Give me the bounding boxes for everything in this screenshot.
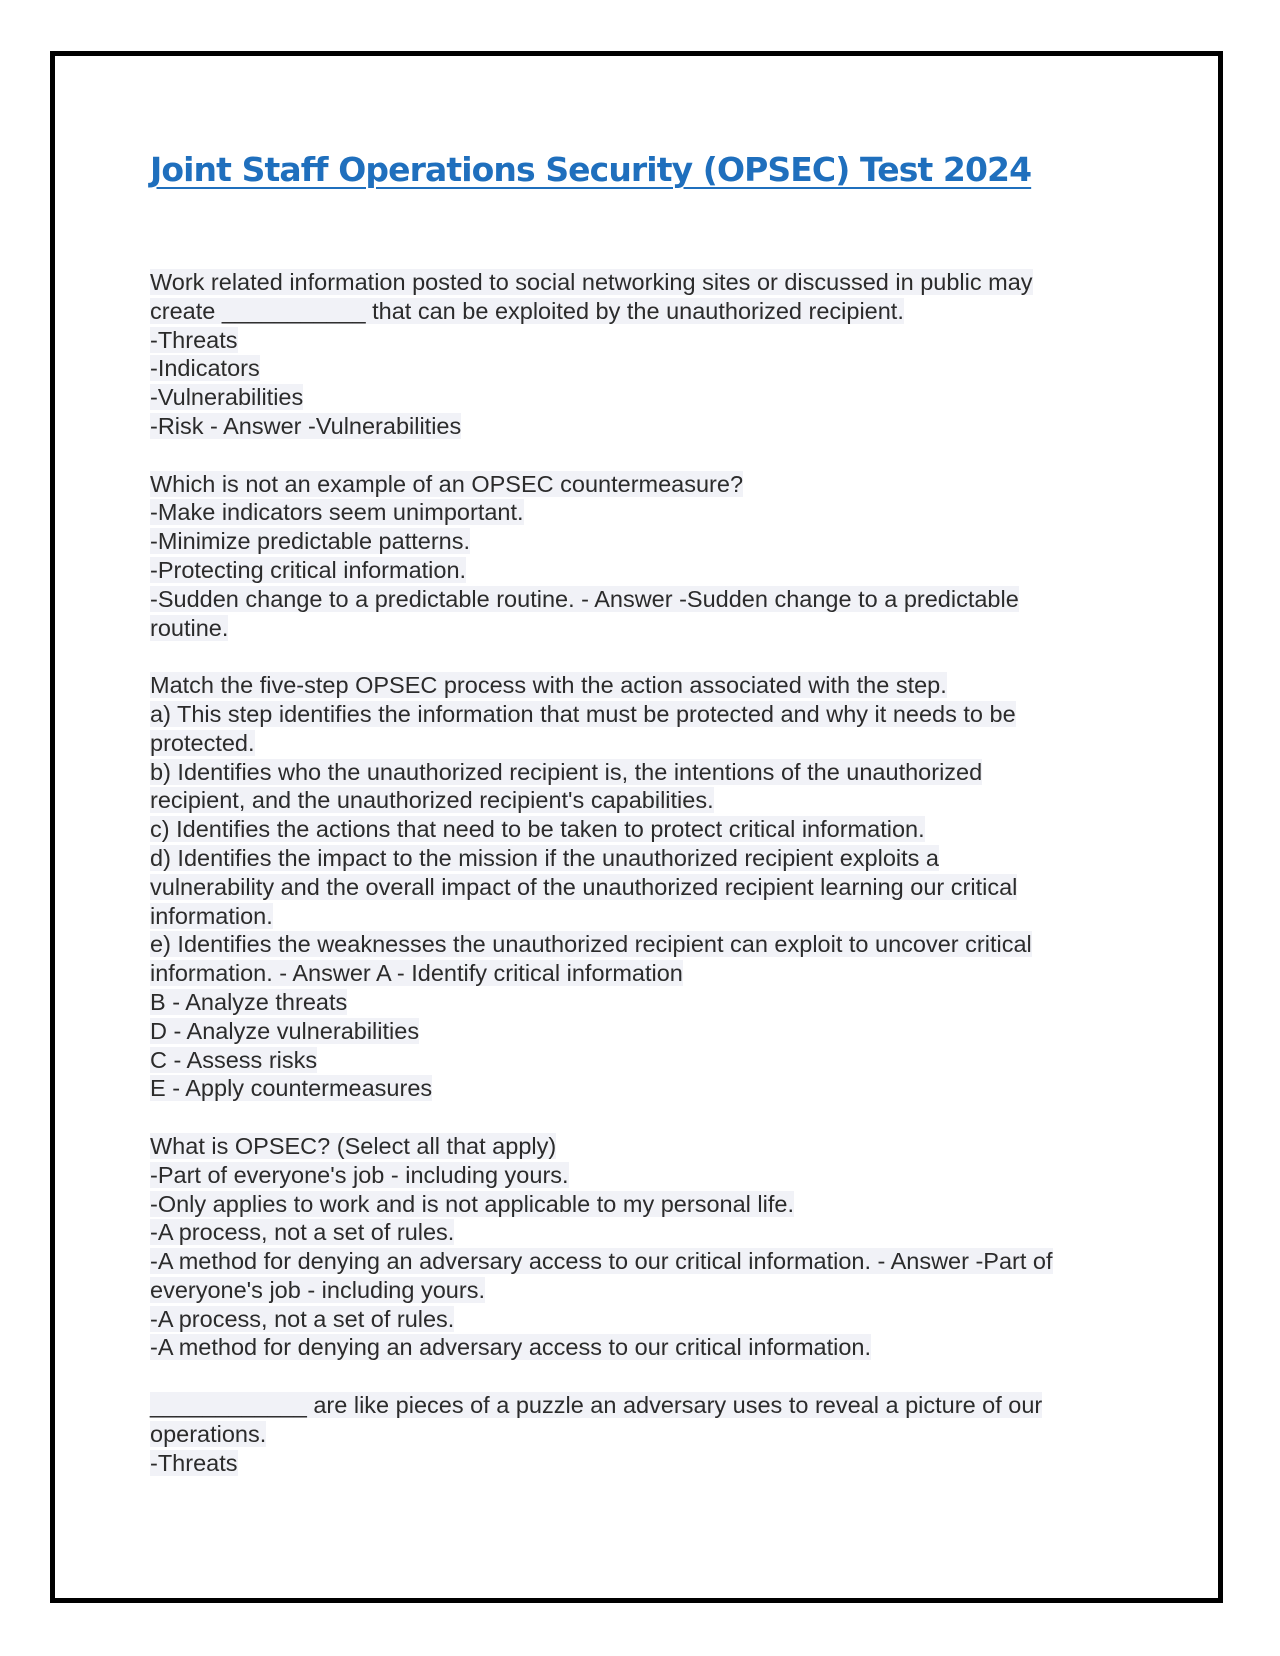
question-text-line: What is OPSEC? (Select all that apply) <box>150 1132 557 1159</box>
answer-option: -Threats <box>150 1449 238 1476</box>
answer-option: E - Apply countermeasures <box>150 1075 433 1102</box>
document-title: Joint Staff Operations Security (OPSEC) Test 2024 <box>150 150 1032 189</box>
answer-option: recipient, and the unauthorized recipient's capabilities. <box>150 787 714 814</box>
answer-option: protected. <box>150 729 255 756</box>
question-1 <box>150 268 1150 441</box>
answer-option: a) This step identifies the information that must be protected and why it needs to be <box>150 700 1016 727</box>
answer-option: e) Identifies the weaknesses the unauthorized recipient can exploit to uncover critical <box>150 931 1032 958</box>
question-text-line: Which is not an example of an OPSEC countermeasure? <box>150 470 744 497</box>
document-body <box>150 268 1150 1506</box>
answer-option: everyone's job - including yours. <box>150 1276 485 1303</box>
answer-option: -Vulnerabilities <box>150 384 304 411</box>
answer-option: information. - Answer A - Identify critical information <box>150 960 683 987</box>
question-text-line: create ___________ that can be exploited by the unauthorized recipient. <box>150 297 904 324</box>
question-3 <box>150 671 1150 1103</box>
answer-option: -A process, not a set of rules. <box>150 1219 455 1246</box>
answer-option: c) Identifies the actions that need to be taken to protect critical information. <box>150 816 925 843</box>
question-text-line: Work related information posted to social networking sites or discussed in public may <box>150 269 1033 295</box>
answer-option: b) Identifies who the unauthorized recipient is, the intentions of the unauthorized <box>150 758 983 785</box>
answer-option: -Threats <box>150 326 238 353</box>
question-4 <box>150 1132 1150 1362</box>
answer-option: -A method for denying an adversary access to our critical information. - Answer -Part of <box>150 1248 1053 1275</box>
answer-option: -A process, not a set of rules. <box>150 1305 455 1332</box>
answer-option: -Protecting critical information. <box>150 556 467 583</box>
answer-option: -Part of everyone's job - including yours. <box>150 1161 569 1188</box>
answer-option: -Indicators <box>150 355 260 382</box>
answer-option: -Risk - Answer -Vulnerabilities <box>150 412 462 439</box>
question-5 <box>150 1391 1150 1477</box>
answer-option: -Minimize predictable patterns. <box>150 528 470 555</box>
answer-option: -A method for denying an adversary access to our critical information. <box>150 1334 872 1361</box>
answer-option: -Make indicators seem unimportant. <box>150 499 524 526</box>
question-text-line: Match the five-step OPSEC process with the action associated with the step. <box>150 672 947 699</box>
question-text-line: operations. <box>150 1420 267 1447</box>
answer-option: -Sudden change to a predictable routine. - Answer -Sudden change to a predictable <box>150 585 1019 612</box>
answer-option: information. <box>150 902 273 929</box>
question-text-line: ____________ are like pieces of a puzzle an adversary uses to reveal a picture of our <box>150 1392 1043 1419</box>
answer-option: C - Assess risks <box>150 1046 318 1073</box>
question-2 <box>150 470 1150 643</box>
answer-option: routine. <box>150 614 229 641</box>
answer-option: -Only applies to work and is not applicable to my personal life. <box>150 1190 794 1217</box>
answer-option: d) Identifies the impact to the mission if the unauthorized recipient exploits a <box>150 844 939 871</box>
answer-option: B - Analyze threats <box>150 988 348 1015</box>
answer-option: D - Analyze vulnerabilities <box>150 1017 420 1044</box>
answer-option: vulnerability and the overall impact of the unauthorized recipient learning our critical <box>150 873 1018 900</box>
